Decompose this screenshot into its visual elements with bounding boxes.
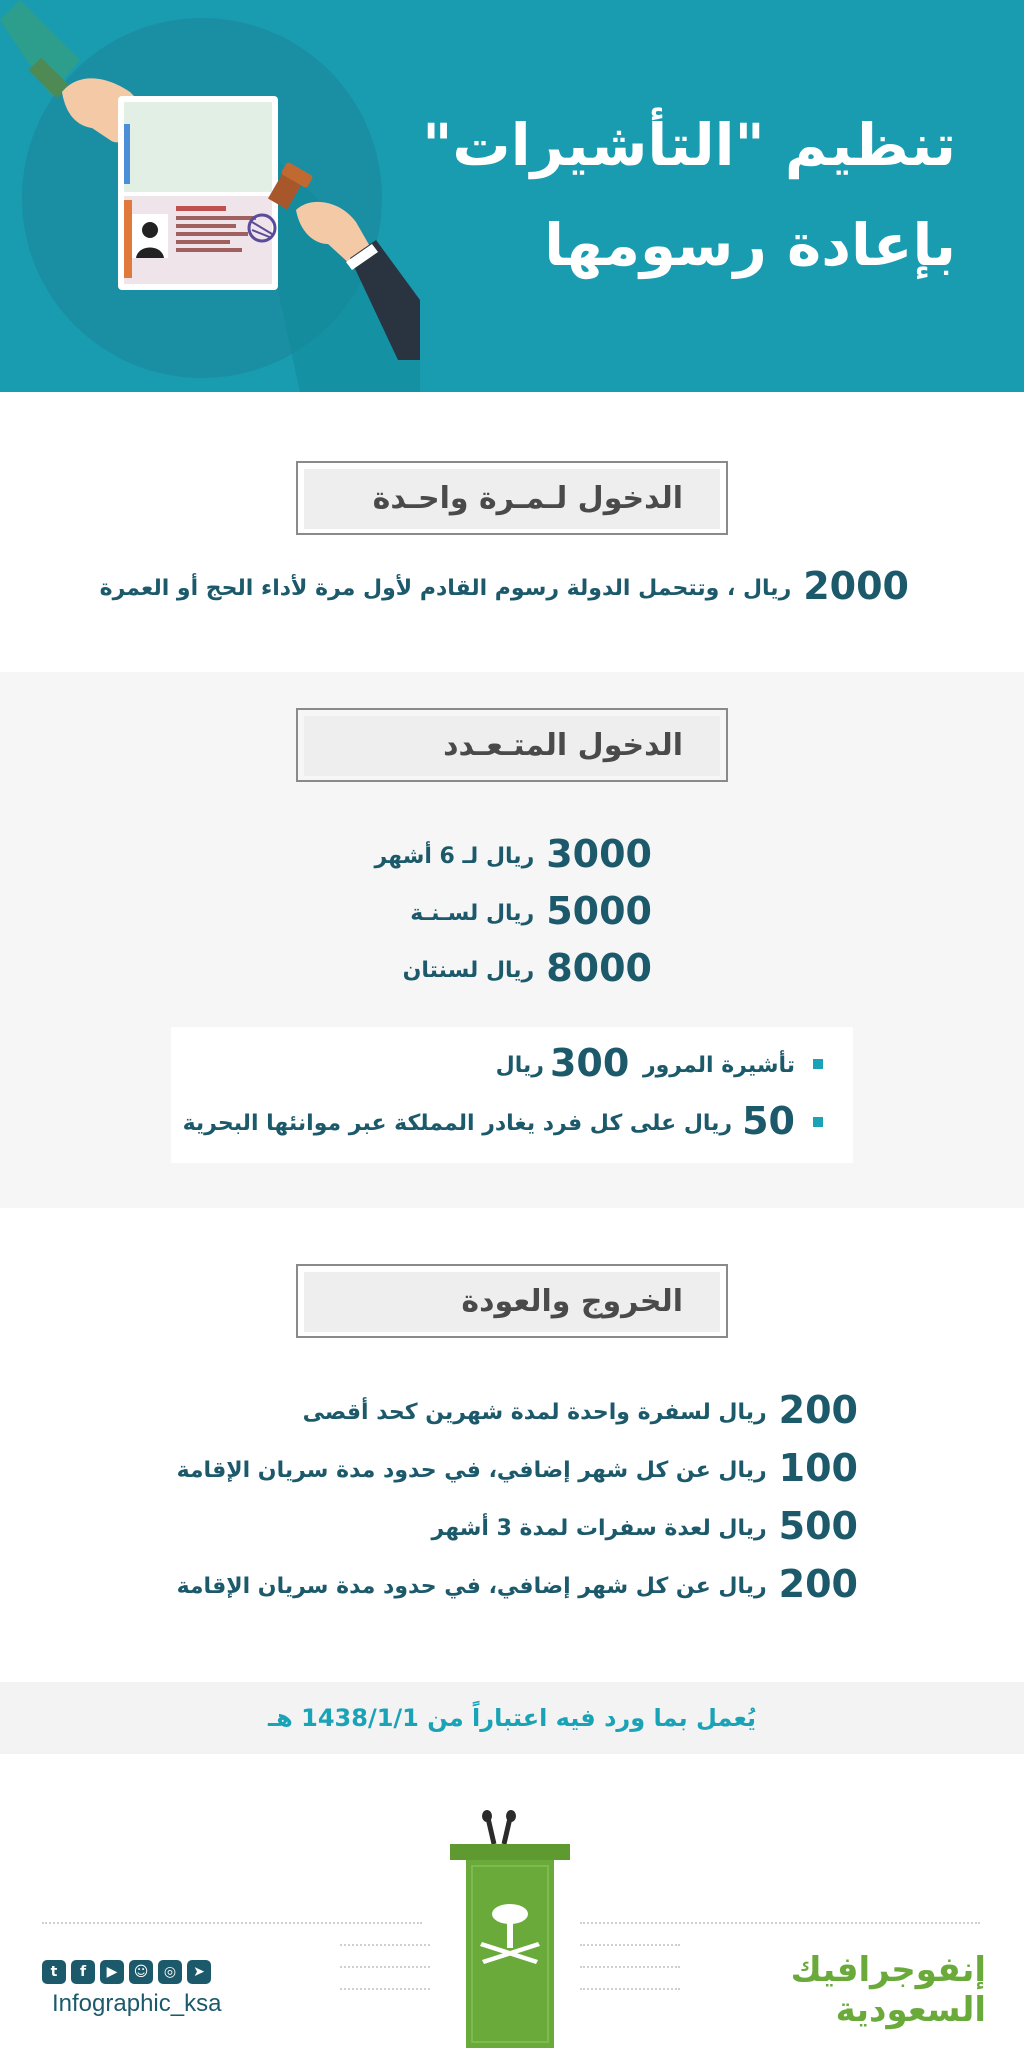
- fee-amount: 100: [778, 1446, 858, 1490]
- telegram-icon[interactable]: ➤: [187, 1960, 211, 1984]
- note-pre: تأشيرة المرور: [642, 1053, 795, 1078]
- fee-amount: 500: [778, 1504, 858, 1548]
- facebook-icon[interactable]: f: [71, 1960, 95, 1984]
- exit-reentry-item: [177, 1446, 858, 1490]
- fee-text: ريال عن كل شهر إضافي، في حدود مدة سريان الإقامة: [176, 1574, 767, 1599]
- dotted-divider: [580, 1922, 980, 1924]
- dotted-divider: [580, 1988, 680, 1990]
- footer: [0, 1754, 1024, 2048]
- fee-text: ريال لسفرة واحدة لمدة شهرين كحد أقصى: [302, 1400, 767, 1425]
- exit-reentry-item: [303, 1388, 858, 1432]
- fee-amount: 50: [742, 1099, 795, 1143]
- fee-text: ريال لعدة سفرات لمدة 3 أشهر: [431, 1516, 767, 1541]
- fee-text: ريال لسنتان: [402, 958, 535, 983]
- dotted-divider: [42, 1922, 422, 1924]
- title-line-2: بإعادة رسومها: [544, 211, 956, 279]
- fee-amount: 5000: [546, 889, 652, 933]
- title-line-1: تنظيم "التأشيرات": [422, 111, 956, 179]
- header-banner: [0, 0, 1024, 392]
- fee-text: ريال عن كل شهر إضافي، في حدود مدة سريان الإقامة: [176, 1458, 767, 1483]
- validity-band: [0, 1682, 1024, 1754]
- note-post: ريال: [495, 1053, 544, 1078]
- bullet-square-icon: [813, 1059, 823, 1069]
- fee-amount: 2000: [803, 564, 909, 608]
- fee-amount: 200: [778, 1388, 858, 1432]
- page-title: [396, 95, 956, 295]
- dotted-divider: [340, 1966, 430, 1968]
- transit-note: [496, 1041, 823, 1085]
- fee-amount: 300: [549, 1041, 630, 1085]
- port-exit-note: [183, 1099, 823, 1143]
- brand-line-1: إنفوجرافيك: [790, 1950, 986, 1990]
- multiple-entry-heading: [296, 708, 728, 782]
- exit-reentry-heading-text: الخروج والعودة: [461, 1284, 683, 1319]
- dotted-divider: [340, 1944, 430, 1946]
- fee-amount: 200: [778, 1562, 858, 1606]
- instagram-icon[interactable]: ◎: [158, 1960, 182, 1984]
- exit-reentry-item: [177, 1562, 858, 1606]
- social-handle[interactable]: Infographic_ksa: [52, 1990, 222, 2017]
- social-icons: [42, 1960, 232, 1988]
- note-post: ريال على كل فرد يغادر المملكة عبر موانئها البحرية: [182, 1111, 733, 1136]
- dotted-divider: [580, 1966, 680, 1968]
- fee-amount: 8000: [546, 946, 652, 990]
- exit-reentry-item: [432, 1504, 858, 1548]
- youtube-icon[interactable]: ▶: [100, 1960, 124, 1984]
- snapchat-icon[interactable]: ☺: [129, 1960, 153, 1984]
- validity-text: يُعمل بما ورد فيه اعتباراً من 1438/1/1 هـ: [267, 1704, 757, 1732]
- passport-stamp-illustration: [0, 0, 420, 392]
- multiple-entry-item: [410, 889, 652, 933]
- fee-amount: 3000: [546, 832, 652, 876]
- single-entry-heading: [296, 461, 728, 535]
- bullet-square-icon: [813, 1117, 823, 1127]
- fee-text: ريال لـ 6 أشهر: [374, 844, 535, 869]
- dotted-divider: [580, 1944, 680, 1946]
- exit-reentry-heading: [296, 1264, 728, 1338]
- podium-icon: [444, 1810, 576, 2048]
- transit-fees-box: [171, 1027, 853, 1163]
- brand-line-2: السعودية: [835, 1990, 986, 2030]
- fee-text: ريال لسـنـة: [410, 901, 535, 926]
- multiple-entry-item: [403, 946, 652, 990]
- fee-text: ريال ، وتتحمل الدولة رسوم القادم لأول مرة لأداء الحج أو العمرة: [99, 576, 792, 601]
- single-entry-heading-text: الدخول لـمـرة واحـدة: [372, 481, 683, 516]
- twitter-icon[interactable]: t: [42, 1960, 66, 1984]
- multiple-entry-heading-text: الدخول المتـعـدد: [443, 728, 683, 763]
- multiple-entry-item: [375, 832, 653, 876]
- single-entry-fee: [100, 564, 909, 608]
- passport-icon: [118, 96, 278, 290]
- brand-logo: [786, 1950, 986, 2030]
- dotted-divider: [340, 1988, 430, 1990]
